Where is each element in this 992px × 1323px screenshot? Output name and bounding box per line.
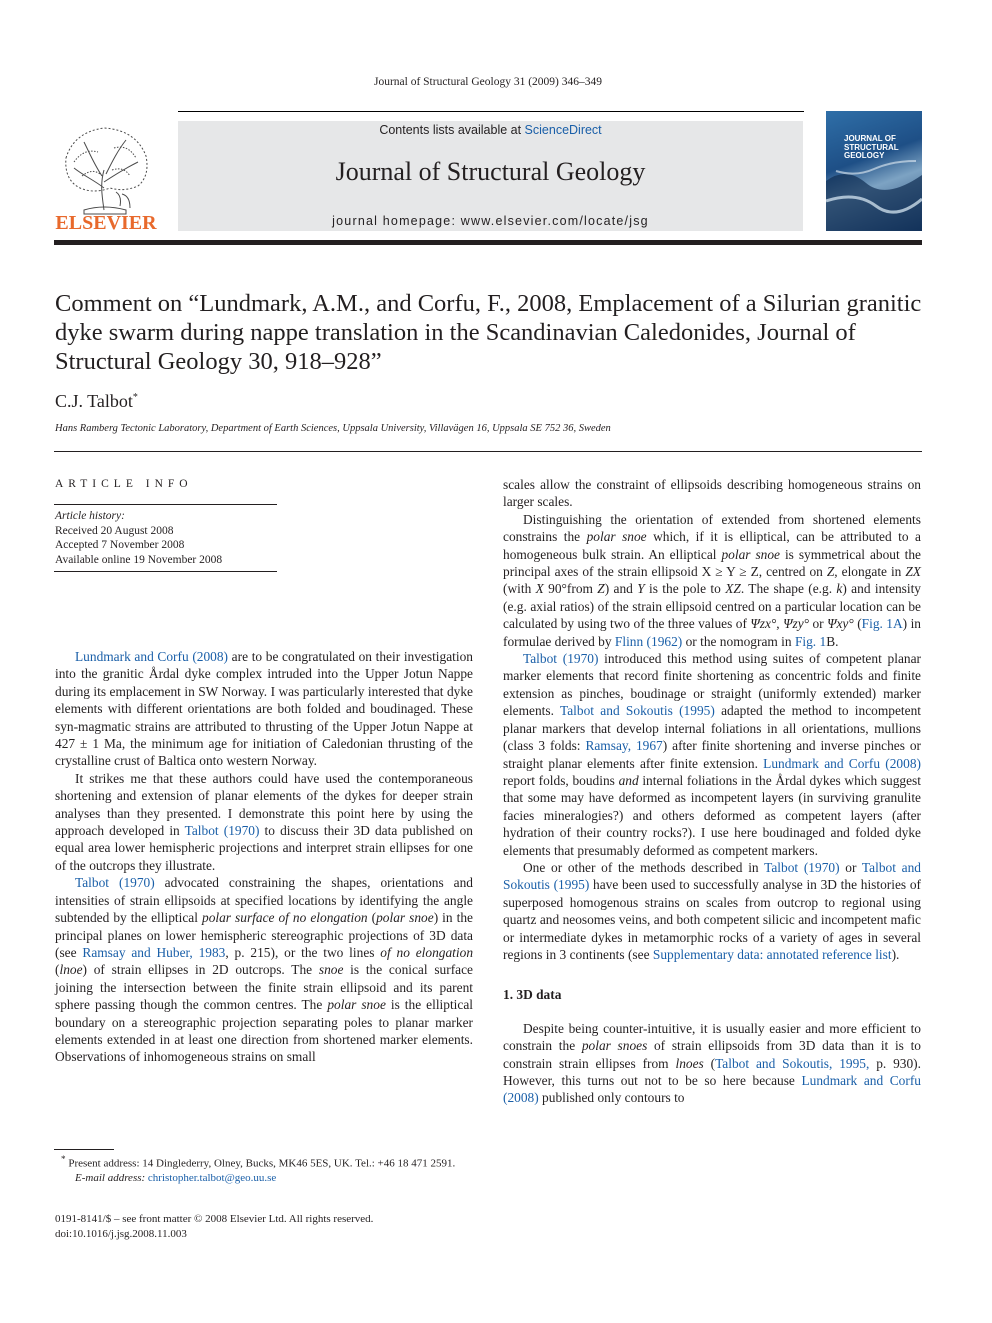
footnote (55, 1152, 473, 1185)
homepage-line (178, 214, 803, 228)
journal-cover-image[interactable] (826, 111, 922, 231)
footnote-address-text: Present address: 14 Dinglederry, Olney, Bucks, MK46 5ES, UK. Tel.: +46 18 471 2591. (68, 1157, 456, 1170)
citation-link[interactable]: Talbot (1970) (184, 823, 260, 839)
cover-title (844, 135, 899, 161)
email-label: E-mail address: (75, 1171, 146, 1184)
journal-citation: Journal of Structural Geology 31 (2009) 346–349 (373, 76, 603, 88)
body-paragraph: Distinguishing the orientation of extended from shortened elements constrains the polar snoe which, if it is elliptical, can be attributed to a homogeneous bulk strain. An elliptical polar snoe is symmetrical about the principal axes of the strain ellipsoid X ≥ Y ≥ Z, centred on Z, elongate in ZX (with X 90°from Z) and Y is the pole to XZ. The shape (e.g. k) and intensity (e.g. axial ratios) of the strain ellipsoid centred on a particular location can be calculated by using two of the three values of Ψzx°, Ψzy° or Ψxy° (Fig. 1A) in formulae derived by Flinn (1962) or the nomogram in Fig. 1B. (503, 511, 922, 649)
citation-link[interactable]: Flinn (1962) (614, 633, 683, 649)
affiliation: Hans Ramberg Tectonic Laboratory, Department of Earth Sciences, Uppsala University, Villavägen 16, Uppsala SE 752 36, Sweden (55, 423, 611, 434)
footnote-mark: * (61, 1154, 66, 1164)
citation-link[interactable]: Talbot (1970) (523, 651, 599, 667)
cover-title-line: JOURNAL OF (844, 134, 896, 143)
author-footnote-mark[interactable]: * (132, 392, 138, 403)
elsevier-tree-icon (54, 118, 158, 232)
author-name[interactable]: C.J. Talbot (55, 391, 133, 411)
citation-link[interactable]: Ramsay, 1967 (585, 738, 663, 754)
article-info-rule (54, 504, 277, 505)
citation-link[interactable]: Talbot (1970) (75, 875, 155, 891)
citation-link[interactable]: Ramsay and Huber, 1983 (82, 944, 226, 960)
body-paragraph: It strikes me that these authors could have used the contemporaneous shortening and extension of planar elements of the dykes for deeper strain analyses than they presented. I demonstrate this point here by using the approach developed in Talbot (1970) to discuss their 3D data published on equal area lower hemispheric projections and interpret strain ellipses for one of the outcrops they illustrate. (55, 770, 473, 873)
elsevier-logo[interactable] (54, 118, 158, 232)
journal-title: Journal of Structural Geology (335, 157, 646, 186)
article-history (55, 509, 222, 567)
citation-link[interactable]: Lundmark and Corfu (2008) (763, 755, 921, 771)
figure-link[interactable]: Fig. 1 (794, 633, 827, 649)
article-history-label: Article history: (55, 510, 125, 522)
accepted-date: Accepted 7 November 2008 (55, 539, 185, 551)
body-right-column (503, 476, 921, 1107)
body-paragraph: Despite being counter-intuitive, it is usually easier and more efficient to constrain the polar snoes of strain ellipsoids from 3D data than it is to constrain strain ellipses from lnoes (Talbot and Sokoutis, 1995, p. 930). However, this turns out not to be so here because Lundmark and Corfu (2008) published only contours to (503, 1020, 921, 1106)
body-paragraph: Lundmark and Corfu (2008) are to be congratulated on their investigation into the granitic Årdal dyke complex intruded into the Upper Jotun Nappe during its emplacement in SW Norway. I was particularly interested that dyke elements with different orientations are both folded and boudinaged. These syn-magmatic strains are attributed to thrusting of the Upper Jotun Nappe at 427 ± 1 Ma, the minimum age for initiation of Caledonian thrusting of the crystalline crust of Baltica onto western Norway. (55, 649, 473, 769)
supplementary-data-link[interactable]: Supplementary data: annotated reference list (652, 946, 892, 962)
svg-text:ELSEVIER: ELSEVIER (55, 212, 157, 232)
sciencedirect-link[interactable]: ScienceDirect (524, 123, 602, 137)
doi-line[interactable]: doi:10.1016/j.jsg.2008.11.003 (55, 1227, 187, 1240)
citation-link[interactable]: Talbot (1970) (764, 859, 840, 875)
cover-title-line: STRUCTURAL (844, 142, 899, 152)
citation-link[interactable]: Lundmark and Corfu (2008) (75, 649, 229, 664)
copyright-block (55, 1212, 373, 1241)
received-date: Received 20 August 2008 (55, 524, 174, 537)
section-heading: 1. 3D data (503, 987, 562, 1003)
citation-link[interactable]: Talbot and Sokoutis (1995) (503, 859, 921, 893)
body-paragraph: Talbot (1970) introduced this method using suites of competent planar marker elements that record finite shortening as concentric folds and finite extension as pinches, boudinage or straight (uniformly extended) marker elements. Talbot and Sokoutis (1995) adapted the method to incompetent planar markers that develop internal foliations in all orientations, mullions (class 3 folds: Ramsay, 1967) after finite shortening and inverse pinches or straight planar elements after finite extension. Lundmark and Corfu (2008) report folds, boudins and internal foliations in the Årdal dykes which suggest that some may have deformed as incompetent layers (in surviving granulite facies mineralogies?) and others deformed as competent layers (after hydration of their country rocks?). I use here boudinaged and folded dyke elements that presumably deformed as competent markers. (503, 651, 922, 858)
cover-artwork-icon (826, 111, 922, 231)
article-info-heading: ARTICLE INFO (55, 478, 193, 490)
header-top-rule (178, 111, 804, 112)
homepage-prefix: journal homepage: (332, 214, 461, 228)
citation-link[interactable]: Talbot and Sokoutis, 1995, (715, 1055, 870, 1071)
cover-title-line: GEOLOGY (844, 151, 885, 160)
footnote-email (55, 1171, 473, 1185)
body-paragraph: One or other of the methods described in Talbot (1970) or Talbot and Sokoutis (1995) have been used to successfully analyse in 3D the histories of superposed homogenous strains on scales from outcrop to regional using quartz and neosomes veins, and both competent silicic and incompetent mafic or intermediate dykes in metamorphic rocks of a variety of ages in several regions in 3 continents (see Supplementary data: annotated reference list). (503, 859, 921, 962)
footnote-rule (54, 1149, 114, 1150)
affiliation-rule (54, 451, 922, 452)
issn-line: 0191-8141/$ – see front matter © 2008 Elsevier Ltd. All rights reserved. (55, 1213, 374, 1225)
contents-line (178, 123, 803, 137)
homepage-url-link[interactable]: www.elsevier.com/locate/jsg (460, 214, 649, 228)
contents-prefix: Contents lists available at (379, 123, 525, 137)
article-info-rule (54, 571, 277, 572)
citation-link[interactable]: Lundmark and Corfu (2008) (503, 1073, 921, 1106)
header-thick-rule (54, 240, 922, 245)
body-paragraph: scales allow the constraint of ellipsoids describing homogeneous strains on larger scales. (503, 477, 921, 510)
citation-link[interactable]: Talbot and Sokoutis (1995) (560, 703, 715, 719)
online-date: Available online 19 November 2008 (55, 553, 223, 566)
figure-link[interactable]: Fig. 1A (861, 616, 903, 632)
email-link[interactable]: christopher.talbot@geo.uu.se (147, 1171, 277, 1184)
author-line (55, 391, 138, 412)
footnote-address (55, 1152, 473, 1171)
body-left-column (55, 648, 473, 1066)
journal-header-box (178, 121, 803, 231)
article-title: Comment on “Lundmark, A.M., and Corfu, F., 2008, Emplacement of a Silurian granitic dyke swarm during nappe translation in the Scandinavian Caledonides, Journal of Structural Geology 30, 918–928” (55, 290, 922, 375)
body-paragraph: Talbot (1970) advocated constraining the shapes, orientations and intensities of strain ellipsoids at specified locations by identifying the angle subtended by the elliptical polar surface of no elongation (polar snoe) in the principal planes on lower hemispheric stereographic projections of 3D data (see Ramsay and Huber, 1983, p. 215), or the two lines of no elongation (lnoe) of strain ellipses in 2D outcrops. The snoe is the conical surface joining the intersection between the finite strain ellipsoid and its parent sphere passing though the common centres. The polar snoe is the elliptical boundary on a stereographic projection separating poles to planar marker elements extended in at least one direction from shortened marker elements. Observations of inhomogeneous strains on small (55, 875, 474, 1065)
